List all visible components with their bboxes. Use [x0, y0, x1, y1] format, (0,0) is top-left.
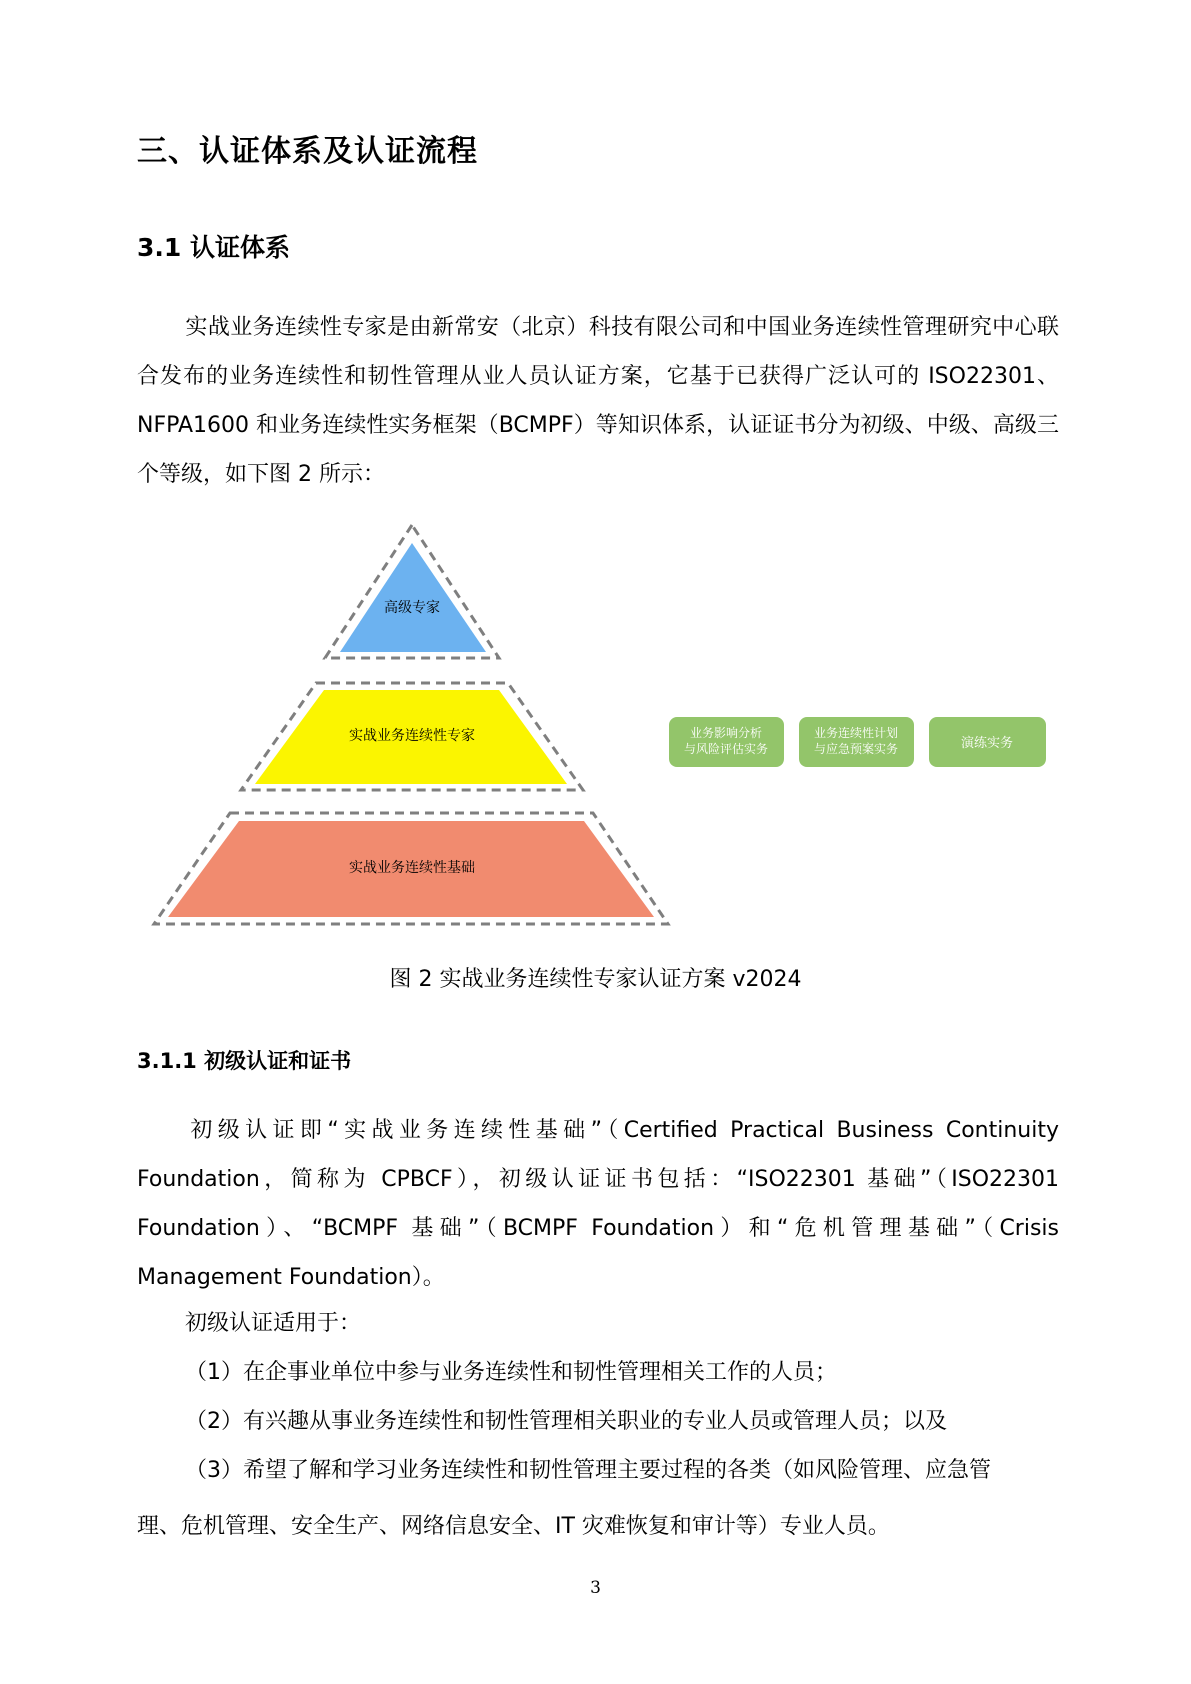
middle-tier-label: 实战业务连续性专家: [349, 728, 475, 744]
figure-caption: 图 2 实战业务连续性专家认证方案 v2024: [389, 967, 802, 992]
list-item-1: （1）在企事业单位中参与业务连续性和韧性管理相关工作的人员；: [185, 1360, 837, 1385]
bia-box-label-2: 与风险评估实务: [683, 742, 769, 756]
page-number: 3: [590, 1578, 601, 1598]
section-heading: 三、认证体系及认证流程: [137, 134, 478, 169]
applicability-intro: 初级认证适用于：: [185, 1311, 362, 1336]
bcp-box-label-2: 与应急预案实务: [813, 742, 899, 756]
bia-box-label-1: 业务影响分析: [689, 726, 763, 740]
list-item-3-line-1: （3）希望了解和学习业务连续性和韧性管理主要过程的各类（如风险管理、应急管: [185, 1458, 991, 1483]
subsubsection-heading: 3.1.1 初级认证和证书: [137, 1049, 352, 1073]
list-item-2: （2）有兴趣从事业务连续性和韧性管理相关职业的专业人员或管理人员；以及: [185, 1409, 947, 1434]
exercise-box-label: 演练实务: [960, 736, 1014, 751]
foundation-paragraph: [137, 1106, 1059, 1302]
bottom-tier-label: 实战业务连续性基础: [349, 860, 475, 876]
top-tier-shape: [340, 543, 486, 652]
subsection-heading: 3.1 认证体系: [137, 233, 290, 262]
intro-paragraph-text: 实战业务连续性专家是由新常安（北京）科技有限公司和中国业务连续性管理研究中心联合发布的业务连续性和韧性管理从业人员认证方案，它基于已获得广泛认可的 ISO22301、NFPA1600 和业务连续性实务框架（BCMPF）等知识体系，认证证书分为初级、中级、高级三个等级，如下图 2 所示：: [137, 315, 1059, 487]
bcp-box-label-1: 业务连续性计划: [813, 726, 899, 740]
top-tier-label: 高级专家: [384, 600, 440, 616]
list-item-3-line-2: 理、危机管理、安全生产、网络信息安全、IT 灾难恢复和审计等）专业人员。: [137, 1514, 890, 1539]
foundation-paragraph-text: 初级认证即“实战业务连续性基础”（Certified Practical Business Continuity Foundation，简称为 CPBCF），初级认证证书包括：“ISO22301 基础”（ISO22301 Foundation）、“BCMPF 基础”（BCMPF Foundation）和“危机管理基础”（Crisis Management Foundation）。: [137, 1118, 1059, 1290]
